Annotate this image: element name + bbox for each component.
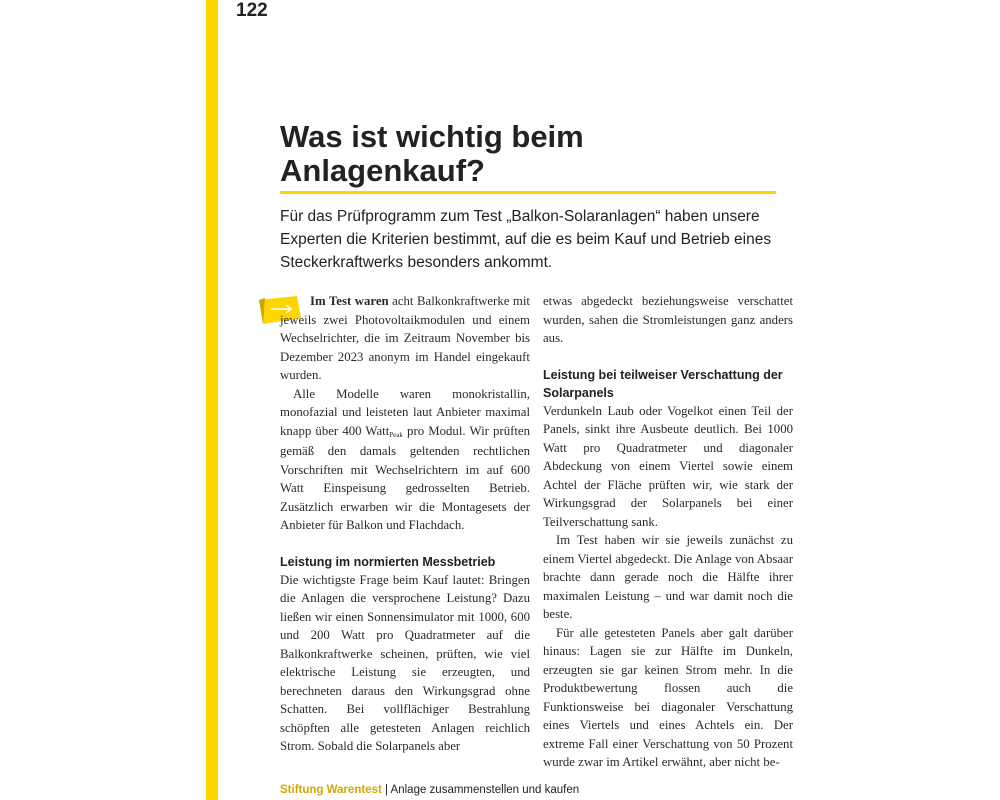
title-line-2: Anlagenkauf? <box>280 153 485 188</box>
panels-paragraph: Für alle getesteten Panels aber galt darüber hinaus: Lagen sie zur Hälfte im Dunkeln, erzeugten sie gar keinen Strom mehr. In die Produktbewertung flossen auch die Funktionsweise bei diagonaler Verschattung eines Viertels und eines Achtels ein. Der extreme Fall einer Verschattung von 50 Prozent wurde zwar im Artikel erwähnt, aber nicht be- <box>543 625 793 769</box>
verschattung-paragraph: Verdunkeln Laub oder Vogelkot einen Teil der Panels, sinkt ihre Ausbeute deutlich. Bei 1000 Watt pro Quadratmeter und diagonaler Abdeckung von einem Viertel sowie einem Achtel der Fläche prüften wir, wie stark der Wirkungsgrad der Solarpanels bei einer Teilverschattung sank. <box>543 403 793 529</box>
intro-rest: acht Balkonkraftwerke mit jeweils zwei Photovoltaikmodulen und einem Wechselrichter, die im Zeitraum November bis Dezember 2023 anonym im Handel eingekauft wurden. <box>280 294 530 382</box>
footer-brand: Stiftung Warentest <box>280 784 382 796</box>
page-title <box>280 120 780 188</box>
accent-margin-bar <box>206 0 218 800</box>
title-line-1: Was ist wichtig beim <box>280 119 584 154</box>
models-text-a: Alle Modelle waren monokristallin, monofazial und leisteten laut Anbieter maximal knapp über 400 Watt <box>280 386 530 438</box>
lead-paragraph <box>280 205 780 274</box>
lead-text: Für das Prüfprogramm zum Test „Balkon-Solaranlagen“ haben unsere Experten die Kriterien bestimmt, auf die es beim Kauf und Betrieb eines Steckerkraftwerks besonders ankommt. <box>280 208 772 271</box>
text-column-right <box>543 292 793 772</box>
footer-section: Anlage zusammenstellen und kaufen <box>390 784 580 796</box>
section-heading-messbetrieb: Leistung im normierten Messbetrieb <box>280 554 496 569</box>
intro-paragraph <box>280 292 530 385</box>
models-text-b: pro Modul. Wir prüften gemäß den damals geltenden rechtlichen Vorschriften mit Wechselrichtern im auf 600 Watt Einspeisung gedrosselten Betrieb. Zusätzlich erwarben wir die Montagesets der Anbieter für Balkon und Flachdach. <box>280 423 530 532</box>
page-number: 122 <box>236 0 268 21</box>
title-underline <box>280 191 776 194</box>
footer-separator: | <box>381 784 391 796</box>
models-paragraph <box>280 385 530 535</box>
peak-subscript: Peak <box>389 430 403 439</box>
intro-bold: Im Test waren <box>310 294 389 308</box>
continuation-paragraph: etwas abgedeckt beziehungsweise verschattet wurden, sahen die Stromleistungen ganz anders aus. <box>543 294 793 345</box>
page-footer <box>280 784 579 796</box>
messbetrieb-paragraph: Die wichtigste Frage beim Kauf lautet: Bringen die Anlagen die versprochene Leistung? Dazu ließen wir einen Sonnensimulator mit 1000, 600 und 200 Watt pro Quadratmeter auf die Balkonkraftwerke scheinen, prüften, wie viel elektrische Leistung sie erzeugten, und berechneten daraus den Wirkungsgrad ohne Schatten. Bei vollflächiger Bestrahlung schöpften alle getesteten Anlagen reichlich Strom. Sobald die Solarpanels aber <box>280 572 530 753</box>
section-heading-verschattung: Leistung bei teilweiser Verschattung der Solarpanels <box>543 367 783 400</box>
test-paragraph: Im Test haben wir sie jeweils zunächst zu einem Viertel abgedeckt. Die Anlage von Absaar brachte dann gerade noch die Hälfte ihrer maximalen Leistung – und war damit noch die beste. <box>543 533 793 621</box>
text-column-left <box>280 292 530 756</box>
